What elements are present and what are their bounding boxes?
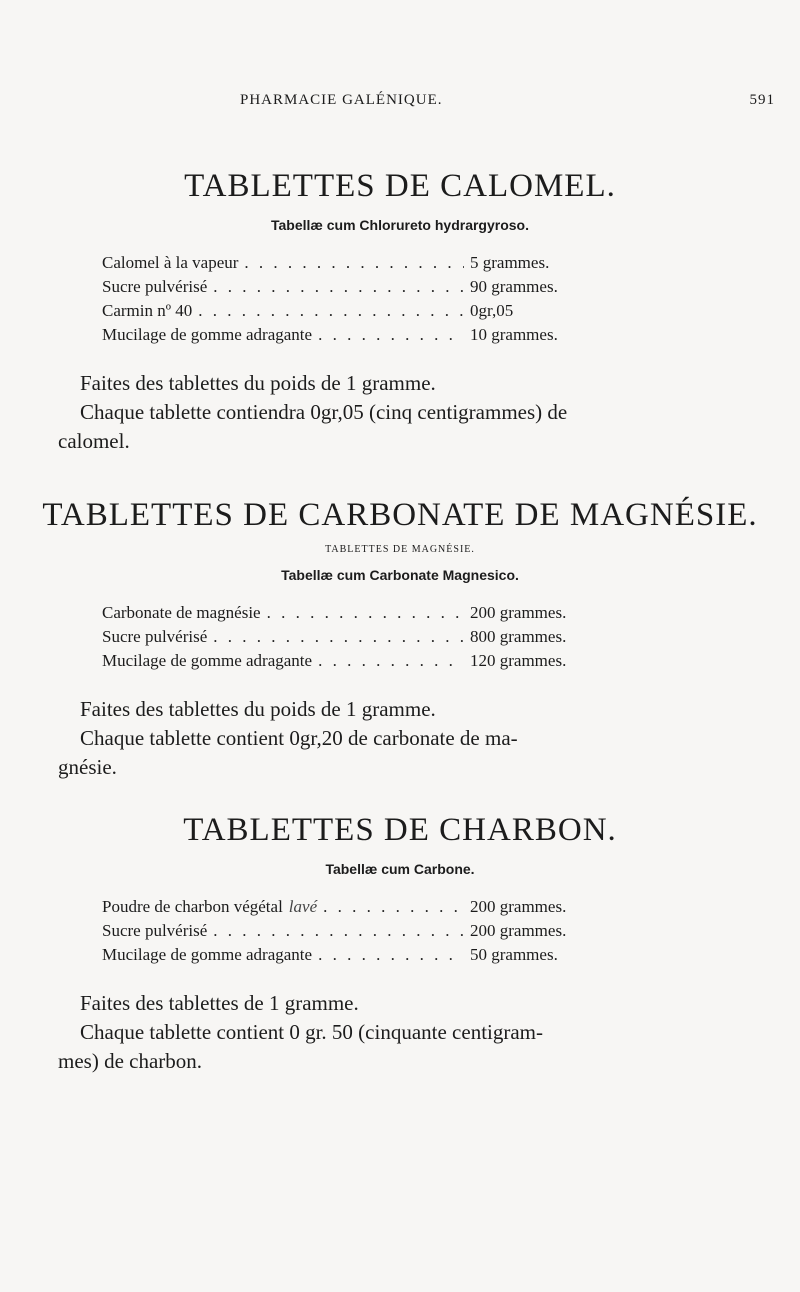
ingredient-row [102, 299, 582, 323]
ingredient-row [102, 895, 582, 919]
latin-name: Tabellæ cum Chlorureto hydrargyroso. [270, 217, 529, 233]
ingredient-name: Sucre pulvérisé [102, 921, 208, 940]
ingredient-name: Calomel à la vapeur [102, 253, 239, 272]
ingredient-name: Mucilage de gomme adragante [102, 651, 313, 670]
ingredient-list [0, 601, 800, 673]
instruction-paragraph: Chaque tablette contient 0gr,20 de carbonate de ma- [80, 726, 518, 750]
ingredient-row [102, 601, 582, 625]
ingredient-name: Poudre de charbon végétal [102, 897, 283, 916]
ingredient-qty: 200 grammes. [470, 603, 567, 622]
leader-dots [213, 919, 464, 943]
section-calomel [0, 168, 800, 456]
ingredient-name: Mucilage de gomme adragante [102, 325, 313, 344]
instructions [0, 369, 800, 456]
ingredient-row [102, 649, 582, 673]
page-number: 591 [749, 92, 775, 108]
instruction-paragraph: Faites des tablettes de 1 gramme. [80, 991, 359, 1015]
ingredient-row [102, 275, 582, 299]
section-carbonate-magnesie [0, 497, 800, 782]
instructions [0, 695, 800, 782]
ingredient-qty: 0gr,05 [470, 301, 514, 320]
latin-name: Tabellæ cum Carbone. [325, 861, 475, 877]
ingredient-name: Mucilage de gomme adragante [102, 945, 313, 964]
section-subtitle: TABLETTES DE MAGNÉSIE. [325, 544, 475, 555]
ingredient-row [102, 919, 582, 943]
section-charbon [0, 812, 800, 1076]
leader-dots [267, 601, 464, 625]
ingredient-row [102, 943, 582, 967]
section-title: TABLETTES DE CALOMEL. [184, 168, 616, 204]
leader-dots [213, 625, 464, 649]
ingredient-qty: 200 grammes. [470, 897, 567, 916]
leader-dots [318, 323, 464, 347]
instruction-paragraph: Faites des tablettes du poids de 1 gramme. [80, 697, 436, 721]
instruction-paragraph: Chaque tablette contiendra 0gr,05 (cinq centigrammes) de [80, 400, 568, 424]
ingredient-qty: 5 grammes. [470, 253, 550, 272]
ingredient-qty: 10 grammes. [470, 325, 558, 344]
section-title: TABLETTES DE CHARBON. [183, 812, 617, 848]
instruction-continuation: gnésie. [58, 755, 117, 779]
ingredient-name: Sucre pulvérisé [102, 627, 208, 646]
ingredient-name: Carbonate de magnésie [102, 603, 261, 622]
ingredient-qty: 120 grammes. [470, 651, 567, 670]
section-title: TABLETTES DE CARBONATE DE MAGNÉSIE. [42, 497, 758, 533]
ingredient-qty: 90 grammes. [470, 277, 558, 296]
ingredient-row [102, 251, 582, 275]
leader-dots [213, 275, 464, 299]
ingredient-qty: 800 grammes. [470, 627, 567, 646]
leader-dots [318, 943, 464, 967]
instruction-paragraph: Chaque tablette contient 0 gr. 50 (cinquante centigram- [80, 1020, 544, 1044]
ingredient-name: Sucre pulvérisé [102, 277, 208, 296]
ingredient-name: Carmin nº 40 [102, 301, 193, 320]
leader-dots [244, 251, 464, 275]
ingredient-list [0, 251, 800, 347]
instruction-paragraph: Faites des tablettes du poids de 1 gramme. [80, 371, 436, 395]
instruction-continuation: mes) de charbon. [58, 1049, 203, 1073]
handwritten-annotation: lavé [288, 897, 318, 916]
ingredient-row [102, 625, 582, 649]
leader-dots [198, 299, 464, 323]
leader-dots [318, 649, 464, 673]
ingredient-qty: 50 grammes. [470, 945, 558, 964]
latin-name: Tabellæ cum Carbonate Magnesico. [281, 567, 519, 583]
ingredient-row [102, 323, 582, 347]
ingredient-qty: 200 grammes. [470, 921, 567, 940]
instruction-continuation: calomel. [58, 429, 130, 453]
ingredient-list [0, 895, 800, 967]
instructions [0, 989, 800, 1076]
running-title: PHARMACIE GALÉNIQUE. [240, 92, 443, 108]
leader-dots [323, 895, 464, 919]
